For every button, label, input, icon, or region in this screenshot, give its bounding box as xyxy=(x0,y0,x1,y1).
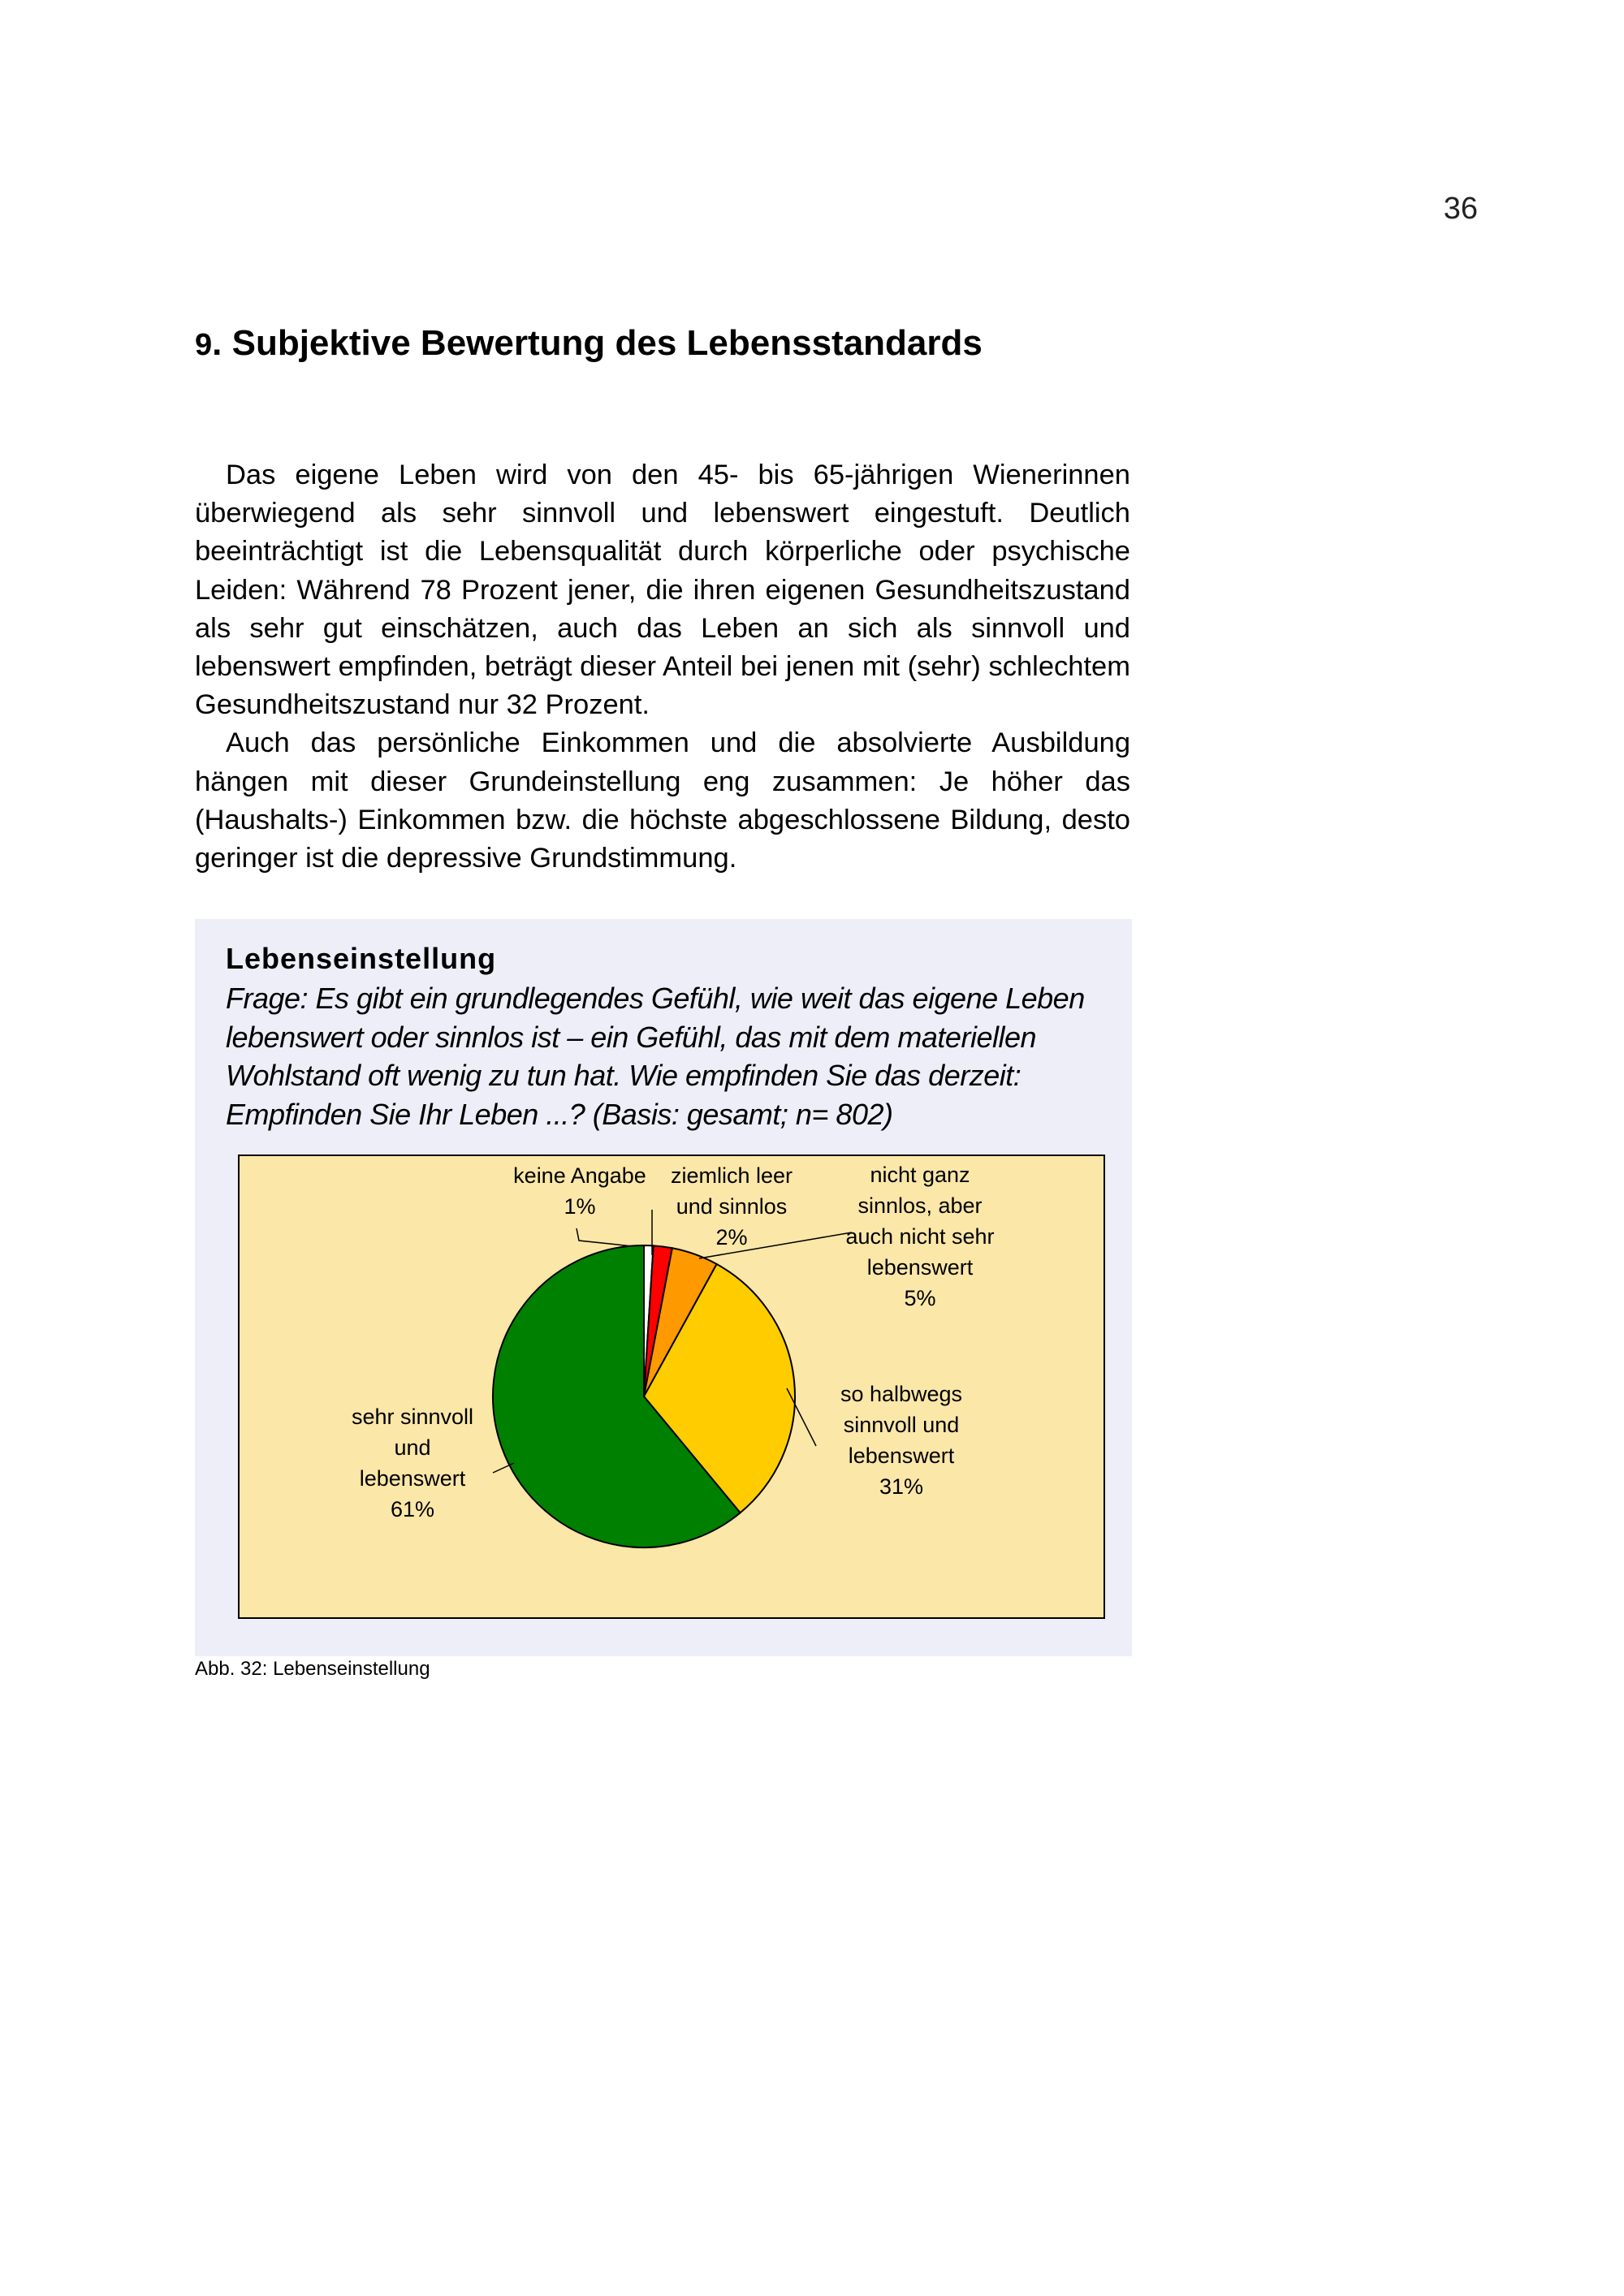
slice-label-line: sinnlos, aber xyxy=(857,1193,983,1218)
slice-label-5 xyxy=(352,1405,473,1521)
pie-chart-frame xyxy=(238,1154,1105,1619)
slice-label-line: lebenswert xyxy=(866,1255,974,1280)
section-number: 9 xyxy=(195,328,213,362)
figure-title: Lebenseinstellung xyxy=(226,942,497,975)
slice-label-line: 61% xyxy=(390,1497,435,1521)
section-title: Subjektive Bewertung des Lebensstandards xyxy=(231,323,983,363)
slice-label-line: lebenswert xyxy=(359,1466,466,1491)
slice-label-line: und xyxy=(394,1435,431,1460)
slice-label-line: auch nicht sehr xyxy=(845,1224,995,1249)
figure-panel xyxy=(195,919,1132,1656)
slice-label-line: und sinnlos xyxy=(676,1194,788,1219)
pie-chart xyxy=(240,1156,1104,1617)
figure-question: Frage: Es gibt ein grundlegendes Gefühl, wie weit das eigene Leben lebenswert oder sinnlos ist – ein Gefühl, das mit dem materiellen Wohlstand oft wenig zu tun hat. Wie empfinden Sie das derzeit: Empfinden Sie Ihr Leben ...? (Basis: gesamt; n= 802) xyxy=(226,982,1085,1131)
slice-label-line: sinnvoll und xyxy=(843,1413,960,1437)
slice-label-line: so halbwegs xyxy=(840,1382,963,1406)
slice-label-line: ziemlich leer xyxy=(670,1163,793,1188)
slice-label-3 xyxy=(845,1163,994,1310)
slice-label-line: 5% xyxy=(904,1286,936,1310)
figure-caption: Abb. 32: Lebenseinstellung xyxy=(195,1658,430,1680)
slice-label-line: 2% xyxy=(715,1225,748,1249)
slice-label-line: nicht ganz xyxy=(870,1163,970,1187)
slice-label-line: lebenswert xyxy=(848,1444,955,1468)
slice-label-line: keine Angabe xyxy=(513,1163,646,1188)
slice-label-line: 31% xyxy=(879,1474,924,1499)
body-text xyxy=(195,456,1130,878)
paragraph-1: Das eigene Leben wird von den 45- bis 65-jährigen Wienerinnen überwiegend als sehr sinnvoll und lebenswert eingestuft. Deutlich beeinträchtigt ist die Lebensqualität durch körperliche oder psychische Leiden: Während 78 Prozent jener, die ihren eigenen Gesundheitszustand als sehr gut einschätzen, auch das Leben an sich als sinnvoll und lebenswert empfinden, beträgt dieser Anteil bei jenen mit (sehr) schlechtem Gesundheitszustand nur 32 Prozent. xyxy=(195,460,1130,721)
slice-label-1 xyxy=(513,1163,646,1219)
section-heading xyxy=(195,323,1250,364)
section-number-separator: . xyxy=(212,323,222,363)
leader-line-1 xyxy=(577,1228,633,1246)
paragraph-2: Auch das persönliche Einkommen und die absolvierte Ausbildung hängen mit dieser Grundeinstellung eng zusammen: Je höher das (Haushalts-) Einkommen bzw. die höchste abgeschlossene Bildung, desto geringer ist die depressive Grundstimmung. xyxy=(195,727,1130,874)
slice-label-line: 1% xyxy=(564,1194,596,1219)
slice-label-line: sehr sinnvoll xyxy=(351,1405,474,1429)
slice-label-4 xyxy=(840,1382,962,1499)
slice-label-2 xyxy=(671,1163,793,1249)
page-number: 36 xyxy=(1443,192,1478,226)
